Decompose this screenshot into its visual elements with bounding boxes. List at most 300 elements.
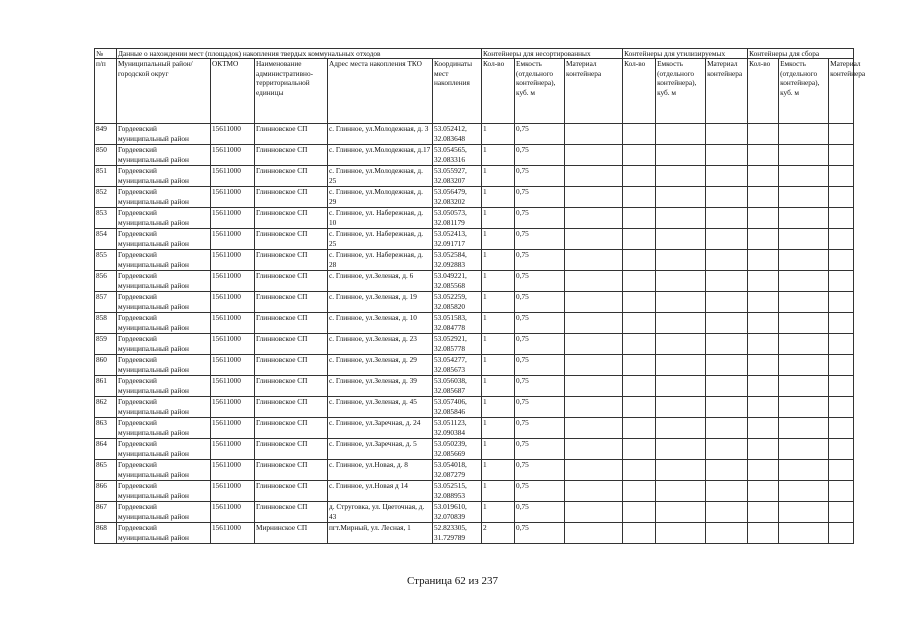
address-cell: с. Глинное, ул.Зеленая, д. 10 <box>328 313 433 334</box>
qty-cell <box>623 481 656 502</box>
oktmo-cell: 15611000 <box>211 334 255 355</box>
longitude: 32.085687 <box>434 385 466 395</box>
material-cell <box>565 460 623 481</box>
header-col: ОКТМО <box>211 59 255 124</box>
header-col: Кол-во <box>748 59 779 124</box>
address-cell: пгт.Мирный, ул. Лесная, 1 <box>328 523 433 544</box>
address-cell: с. Глинное, ул.Зеленая, д. 45 <box>328 397 433 418</box>
material-cell <box>706 481 748 502</box>
row-number: 849 <box>95 124 117 145</box>
material-cell <box>706 418 748 439</box>
qty-cell: 1 <box>482 166 515 187</box>
qty-cell <box>748 397 779 418</box>
material-cell <box>565 334 623 355</box>
address-cell: с. Глинное, ул.Заречная, д. 24 <box>328 418 433 439</box>
district-cell: Гордеевский муниципальный район <box>117 292 211 313</box>
header-col: Кол-во <box>623 59 656 124</box>
capacity-cell: 0,75 <box>515 523 565 544</box>
capacity-cell: 0,75 <box>515 292 565 313</box>
district-cell: Гордеевский муниципальный район <box>117 523 211 544</box>
material-cell <box>829 187 854 208</box>
material-cell <box>829 439 854 460</box>
longitude: 32.085669 <box>434 448 466 458</box>
qty-cell: 1 <box>482 355 515 376</box>
coords-cell <box>433 292 482 313</box>
oktmo-cell: 15611000 <box>211 418 255 439</box>
capacity-cell <box>779 187 829 208</box>
material-cell <box>829 460 854 481</box>
longitude: 32.085778 <box>434 343 466 353</box>
qty-cell <box>748 439 779 460</box>
material-cell <box>706 166 748 187</box>
unit-cell: Глинновское СП <box>255 418 328 439</box>
material-cell <box>829 523 854 544</box>
table-row <box>95 271 854 292</box>
material-cell <box>706 313 748 334</box>
unit-cell: Глинновское СП <box>255 481 328 502</box>
latitude: 53.051583, <box>434 313 467 323</box>
capacity-cell <box>779 523 829 544</box>
row-number: 859 <box>95 334 117 355</box>
unit-cell: Глинновское СП <box>255 166 328 187</box>
oktmo-cell: 15611000 <box>211 166 255 187</box>
qty-cell <box>623 334 656 355</box>
qty-cell <box>748 355 779 376</box>
coords-cell <box>433 376 482 397</box>
material-cell <box>565 145 623 166</box>
table-row <box>95 166 854 187</box>
latitude: 53.052584, <box>434 250 467 260</box>
material-cell <box>706 145 748 166</box>
address-cell: с. Глинное, ул. Набережная, д. 25 <box>328 229 433 250</box>
capacity-cell <box>779 166 829 187</box>
material-cell <box>706 229 748 250</box>
header-col: Материал контейнера <box>829 59 854 124</box>
latitude: 53.056479, <box>434 187 467 197</box>
unit-cell: Глинновское СП <box>255 439 328 460</box>
material-cell <box>565 187 623 208</box>
material-cell <box>829 334 854 355</box>
capacity-cell <box>656 523 706 544</box>
header-row-groups <box>95 49 854 59</box>
row-number: 867 <box>95 502 117 523</box>
oktmo-cell: 15611000 <box>211 439 255 460</box>
capacity-cell <box>779 397 829 418</box>
capacity-cell <box>656 397 706 418</box>
header-row-columns <box>95 59 854 124</box>
table-row <box>95 355 854 376</box>
capacity-cell: 0,75 <box>515 271 565 292</box>
capacity-cell <box>779 145 829 166</box>
material-cell <box>565 313 623 334</box>
material-cell <box>829 418 854 439</box>
qty-cell: 1 <box>482 502 515 523</box>
header-col: Адрес места накопления ТКО <box>328 59 433 124</box>
address-cell: с. Глинное, ул.Молодежная, д. 29 <box>328 187 433 208</box>
material-cell <box>565 124 623 145</box>
unit-cell: Глинновское СП <box>255 376 328 397</box>
row-number: 856 <box>95 271 117 292</box>
material-cell <box>706 439 748 460</box>
latitude: 53.052259, <box>434 292 467 302</box>
longitude: 32.084778 <box>434 322 466 332</box>
district-cell: Гордеевский муниципальный район <box>117 208 211 229</box>
capacity-cell <box>656 187 706 208</box>
capacity-cell: 0,75 <box>515 418 565 439</box>
longitude: 32.087279 <box>434 469 466 479</box>
header-col: Емкость (отдельного контейнера), куб. м <box>656 59 706 124</box>
qty-cell: 2 <box>482 523 515 544</box>
capacity-cell <box>656 334 706 355</box>
material-cell <box>829 355 854 376</box>
district-cell: Гордеевский муниципальный район <box>117 229 211 250</box>
capacity-cell <box>656 313 706 334</box>
latitude: 53.054565, <box>434 145 467 155</box>
table-row <box>95 439 854 460</box>
material-cell <box>829 292 854 313</box>
table-row <box>95 313 854 334</box>
capacity-cell: 0,75 <box>515 334 565 355</box>
capacity-cell <box>779 439 829 460</box>
coords-cell <box>433 523 482 544</box>
address-cell: с. Глинное, ул. Набережная, д. 28 <box>328 250 433 271</box>
material-cell <box>565 502 623 523</box>
coords-cell <box>433 229 482 250</box>
coords-cell <box>433 418 482 439</box>
capacity-cell <box>656 145 706 166</box>
capacity-cell: 0,75 <box>515 397 565 418</box>
unit-cell: Глинновское СП <box>255 271 328 292</box>
material-cell <box>706 250 748 271</box>
material-cell <box>829 145 854 166</box>
address-cell: с. Глинное, ул.Молодежная, д.17 <box>328 145 433 166</box>
qty-cell: 1 <box>482 145 515 166</box>
row-number: 863 <box>95 418 117 439</box>
table-row <box>95 502 854 523</box>
qty-cell <box>623 187 656 208</box>
row-number: 864 <box>95 439 117 460</box>
table-row <box>95 523 854 544</box>
address-cell: с. Глинное, ул.Зеленая, д. 23 <box>328 334 433 355</box>
qty-cell <box>623 166 656 187</box>
longitude: 32.090384 <box>434 427 466 437</box>
table-row <box>95 334 854 355</box>
qty-cell <box>623 208 656 229</box>
latitude: 53.050239, <box>434 439 467 449</box>
row-number: 860 <box>95 355 117 376</box>
material-cell <box>565 376 623 397</box>
oktmo-cell: 15611000 <box>211 523 255 544</box>
oktmo-cell: 15611000 <box>211 376 255 397</box>
material-cell <box>706 187 748 208</box>
qty-cell: 1 <box>482 313 515 334</box>
row-number: 857 <box>95 292 117 313</box>
material-cell <box>829 271 854 292</box>
qty-cell: 1 <box>482 271 515 292</box>
capacity-cell: 0,75 <box>515 439 565 460</box>
material-cell <box>829 481 854 502</box>
coords-cell <box>433 124 482 145</box>
longitude: 32.070839 <box>434 511 466 521</box>
coords-cell <box>433 166 482 187</box>
capacity-cell: 0,75 <box>515 124 565 145</box>
capacity-cell <box>656 418 706 439</box>
material-cell <box>829 166 854 187</box>
oktmo-cell: 15611000 <box>211 250 255 271</box>
capacity-cell <box>779 334 829 355</box>
row-number: 858 <box>95 313 117 334</box>
row-number: 854 <box>95 229 117 250</box>
qty-cell <box>623 229 656 250</box>
qty-cell <box>623 313 656 334</box>
material-cell <box>829 208 854 229</box>
longitude: 32.085846 <box>434 406 466 416</box>
material-cell <box>706 376 748 397</box>
latitude: 53.052921, <box>434 334 467 344</box>
material-cell <box>565 166 623 187</box>
coords-cell <box>433 313 482 334</box>
unit-cell: Глинновское СП <box>255 313 328 334</box>
qty-cell: 1 <box>482 481 515 502</box>
qty-cell: 1 <box>482 208 515 229</box>
unit-cell: Глинновское СП <box>255 208 328 229</box>
capacity-cell: 0,75 <box>515 145 565 166</box>
district-cell: Гордеевский муниципальный район <box>117 145 211 166</box>
capacity-cell: 0,75 <box>515 502 565 523</box>
latitude: 53.050573, <box>434 208 467 218</box>
unit-cell: Глинновское СП <box>255 292 328 313</box>
capacity-cell <box>656 124 706 145</box>
qty-cell <box>623 397 656 418</box>
material-cell <box>706 334 748 355</box>
oktmo-cell: 15611000 <box>211 208 255 229</box>
coords-cell <box>433 460 482 481</box>
district-cell: Гордеевский муниципальный район <box>117 124 211 145</box>
capacity-cell: 0,75 <box>515 313 565 334</box>
table-row <box>95 397 854 418</box>
latitude: 53.057406, <box>434 397 467 407</box>
qty-cell <box>623 145 656 166</box>
oktmo-cell: 15611000 <box>211 124 255 145</box>
capacity-cell <box>656 208 706 229</box>
capacity-cell <box>779 208 829 229</box>
header-group-recycle: Контейнеры для утилизируемых <box>623 49 748 59</box>
longitude: 32.083316 <box>434 154 466 164</box>
longitude: 32.083207 <box>434 175 466 185</box>
capacity-cell <box>656 355 706 376</box>
capacity-cell: 0,75 <box>515 166 565 187</box>
capacity-cell <box>656 481 706 502</box>
table-row <box>95 187 854 208</box>
latitude: 53.052413, <box>434 229 467 239</box>
address-cell: д. Струговка, ул. Цветочная, д. 43 <box>328 502 433 523</box>
header-group-unsorted: Контейнеры для несортированных <box>482 49 623 59</box>
capacity-cell <box>779 124 829 145</box>
qty-cell: 1 <box>482 376 515 397</box>
address-cell: с. Глинное, ул.Зеленая, д. 19 <box>328 292 433 313</box>
material-cell <box>706 355 748 376</box>
capacity-cell: 0,75 <box>515 187 565 208</box>
material-cell <box>706 124 748 145</box>
material-cell <box>565 271 623 292</box>
district-cell: Гордеевский муниципальный район <box>117 250 211 271</box>
qty-cell <box>748 124 779 145</box>
longitude: 32.091717 <box>434 238 466 248</box>
material-cell <box>565 208 623 229</box>
table-row <box>95 229 854 250</box>
district-cell: Гордеевский муниципальный район <box>117 271 211 292</box>
header-col: Материал контейнера <box>706 59 748 124</box>
qty-cell <box>623 439 656 460</box>
district-cell: Гордеевский муниципальный район <box>117 313 211 334</box>
qty-cell <box>748 292 779 313</box>
capacity-cell <box>779 250 829 271</box>
material-cell <box>565 523 623 544</box>
unit-cell: Глинновское СП <box>255 250 328 271</box>
material-cell <box>565 481 623 502</box>
coords-cell <box>433 355 482 376</box>
longitude: 32.092883 <box>434 259 466 269</box>
latitude: 53.052412, <box>434 124 467 134</box>
material-cell <box>706 208 748 229</box>
capacity-cell: 0,75 <box>515 376 565 397</box>
capacity-cell <box>779 418 829 439</box>
unit-cell: Глинновское СП <box>255 124 328 145</box>
waste-sites-table <box>94 48 866 544</box>
address-cell: с. Глинное, ул.Зеленая, д. 6 <box>328 271 433 292</box>
capacity-cell <box>779 229 829 250</box>
qty-cell <box>623 523 656 544</box>
capacity-cell: 0,75 <box>515 481 565 502</box>
address-cell: с. Глинное, ул.Новая, д. 8 <box>328 460 433 481</box>
longitude: 32.088953 <box>434 490 466 500</box>
header-num2: п/п <box>95 59 117 124</box>
qty-cell <box>748 229 779 250</box>
table-row <box>95 292 854 313</box>
qty-cell <box>748 481 779 502</box>
material-cell <box>565 418 623 439</box>
oktmo-cell: 15611000 <box>211 355 255 376</box>
latitude: 53.051123, <box>434 418 467 428</box>
address-cell: с. Глинное, ул.Молодежная, д. 3 <box>328 124 433 145</box>
coords-cell <box>433 481 482 502</box>
capacity-cell: 0,75 <box>515 355 565 376</box>
unit-cell: Глинновское СП <box>255 460 328 481</box>
header-num: № <box>95 49 117 59</box>
table-row <box>95 376 854 397</box>
table-row <box>95 481 854 502</box>
oktmo-cell: 15611000 <box>211 313 255 334</box>
qty-cell <box>623 124 656 145</box>
qty-cell <box>748 418 779 439</box>
coords-cell <box>433 145 482 166</box>
header-col: Координаты мест накопления <box>433 59 482 124</box>
material-cell <box>829 397 854 418</box>
header-col: Материал контейнера <box>565 59 623 124</box>
row-number: 865 <box>95 460 117 481</box>
row-number: 861 <box>95 376 117 397</box>
material-cell <box>565 397 623 418</box>
address-cell: с. Глинное, ул.Зеленая, д. 39 <box>328 376 433 397</box>
qty-cell: 1 <box>482 187 515 208</box>
table-row <box>95 460 854 481</box>
qty-cell: 1 <box>482 250 515 271</box>
oktmo-cell: 15611000 <box>211 460 255 481</box>
oktmo-cell: 15611000 <box>211 145 255 166</box>
material-cell <box>565 292 623 313</box>
material-cell <box>829 250 854 271</box>
qty-cell <box>623 250 656 271</box>
qty-cell <box>748 187 779 208</box>
latitude: 53.055927, <box>434 166 467 176</box>
capacity-cell <box>656 502 706 523</box>
unit-cell: Глинновское СП <box>255 502 328 523</box>
qty-cell <box>623 376 656 397</box>
district-cell: Гордеевский муниципальный район <box>117 502 211 523</box>
material-cell <box>829 124 854 145</box>
capacity-cell <box>779 460 829 481</box>
qty-cell <box>748 523 779 544</box>
coords-cell <box>433 439 482 460</box>
capacity-cell <box>656 229 706 250</box>
capacity-cell <box>779 313 829 334</box>
material-cell <box>706 523 748 544</box>
qty-cell <box>623 271 656 292</box>
unit-cell: Глинновское СП <box>255 355 328 376</box>
capacity-cell <box>656 166 706 187</box>
qty-cell <box>748 376 779 397</box>
material-cell <box>565 250 623 271</box>
capacity-cell <box>779 355 829 376</box>
district-cell: Гордеевский муниципальный район <box>117 376 211 397</box>
address-cell: с. Глинное, ул.Заречная, д. 5 <box>328 439 433 460</box>
district-cell: Гордеевский муниципальный район <box>117 355 211 376</box>
qty-cell <box>748 460 779 481</box>
coords-cell <box>433 502 482 523</box>
latitude: 53.054018, <box>434 460 467 470</box>
address-cell: с. Глинное, ул.Новая д 14 <box>328 481 433 502</box>
coords-cell <box>433 187 482 208</box>
qty-cell <box>623 418 656 439</box>
header-group-location: Данные о нахождении мест (площадок) накопления твердых коммунальных отходов <box>117 49 482 59</box>
address-cell: с. Глинное, ул.Зеленая, д. 29 <box>328 355 433 376</box>
address-cell: с. Глинное, ул.Молодежная, д. 25 <box>328 166 433 187</box>
qty-cell <box>748 313 779 334</box>
coords-cell <box>433 250 482 271</box>
qty-cell <box>623 292 656 313</box>
unit-cell: Глинновское СП <box>255 187 328 208</box>
unit-cell: Глинновское СП <box>255 397 328 418</box>
oktmo-cell: 15611000 <box>211 481 255 502</box>
capacity-cell <box>779 376 829 397</box>
capacity-cell: 0,75 <box>515 229 565 250</box>
material-cell <box>829 229 854 250</box>
district-cell: Гордеевский муниципальный район <box>117 166 211 187</box>
qty-cell: 1 <box>482 397 515 418</box>
latitude: 53.054277, <box>434 355 467 365</box>
material-cell <box>706 502 748 523</box>
material-cell <box>706 292 748 313</box>
latitude: 53.052515, <box>434 481 467 491</box>
capacity-cell <box>779 292 829 313</box>
latitude: 52.823305, <box>434 523 467 533</box>
capacity-cell <box>779 502 829 523</box>
unit-cell: Мирнинское СП <box>255 523 328 544</box>
oktmo-cell: 15611000 <box>211 187 255 208</box>
latitude: 53.049221, <box>434 271 467 281</box>
material-cell <box>829 376 854 397</box>
material-cell <box>706 397 748 418</box>
